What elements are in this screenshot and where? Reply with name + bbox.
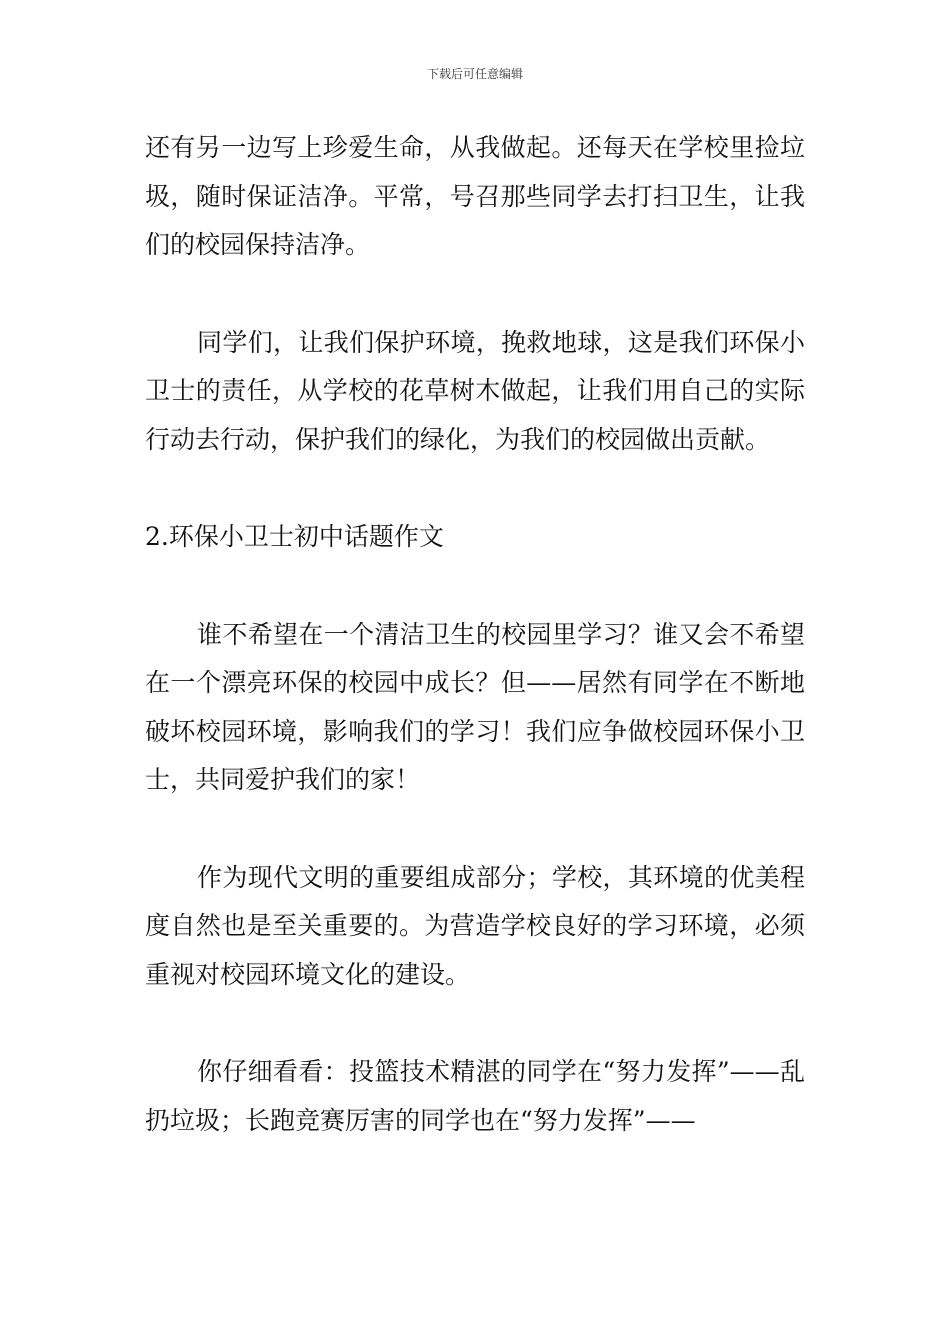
- paragraph-gap: [145, 999, 805, 1048]
- paragraph-gap: [145, 270, 805, 319]
- paragraph-gap: [145, 805, 805, 854]
- paragraph-gap: [145, 464, 805, 513]
- paragraph-2: 同学们，让我们保护环境，挽救地球，这是我们环保小卫士的责任，从学校的花草树木做起，让我们用自己的实际行动去行动，保护我们的绿化，为我们的校园做出贡献。: [145, 327, 805, 454]
- paragraph-gap: [145, 562, 805, 611]
- header-note: 下载后可任意编辑: [426, 67, 523, 81]
- paragraph-1: 还有另一边写上珍爱生命，从我做起。还每天在学校里捡垃圾，随时保证洁净。平常，号召那些同学去打扫卫生，让我们的校园保持洁净。: [145, 133, 805, 259]
- document-body: [145, 124, 805, 1145]
- paragraph-5: 你仔细看看：投篮技术精湛的同学在“努力发挥”——乱扔垃圾；长跑竞赛厉害的同学也在“努力发挥”——: [145, 1057, 805, 1135]
- section-heading: 2.环保小卫士初中话题作文: [145, 522, 444, 551]
- paragraph-4: 作为现代文明的重要组成部分；学校，其环境的优美程度自然也是至关重要的。为营造学校良好的学习环境，必须重视对校园环境文化的建设。: [145, 862, 805, 989]
- paragraph-3: 谁不希望在一个清洁卫生的校园里学习？谁又会不希望在一个漂亮环保的校园中成长？但——居然有同学在不断地破坏校园环境，影响我们的学习！我们应争做校园环保小卫士，共同爱护我们的家！: [145, 619, 805, 794]
